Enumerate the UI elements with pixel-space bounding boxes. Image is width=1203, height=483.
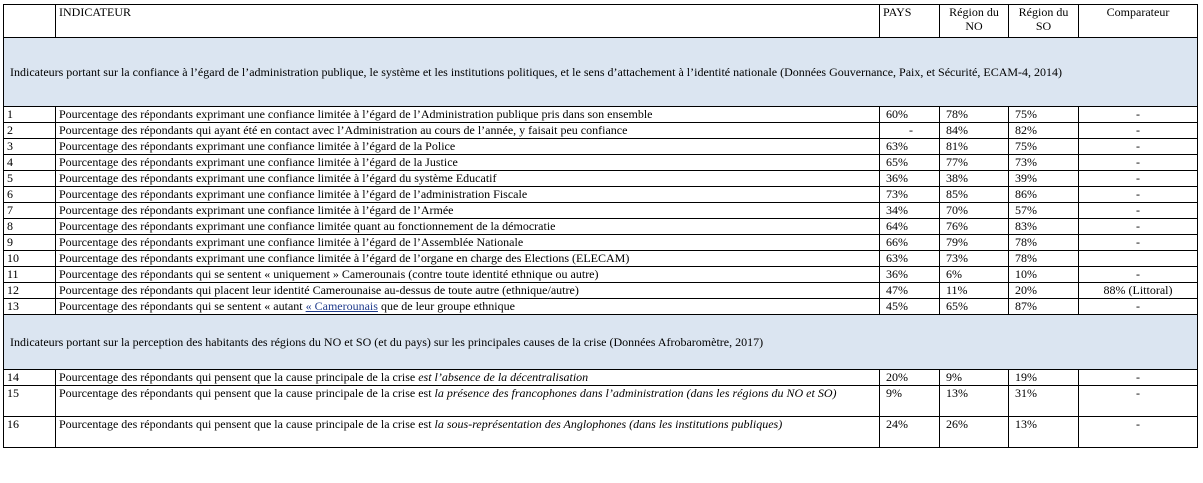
- table-row: [4, 417, 1198, 448]
- row-region-so: 75%: [1009, 107, 1079, 123]
- row-indicator-part: Pourcentage des répondants qui pensent que la cause principale de la crise est: [59, 417, 435, 431]
- row-pays: 47%: [880, 283, 940, 299]
- row-indicator: [56, 299, 880, 315]
- row-indicator: Pourcentage des répondants exprimant une confiance limitée à l’égard de l’Assemblée Nationale: [56, 235, 880, 251]
- row-pays: 73%: [880, 187, 940, 203]
- row-comparateur: -: [1079, 187, 1198, 203]
- row-comparateur: [1079, 251, 1198, 267]
- row-indicator: Pourcentage des répondants exprimant une confiance limitée à l’égard de l’Administration publique pris dans son ensemble: [56, 107, 880, 123]
- row-pays: 63%: [880, 139, 940, 155]
- table-row: [4, 386, 1198, 417]
- row-indicator-part: Pourcentage des répondants qui pensent que la cause principale de la crise: [59, 370, 419, 384]
- row-comparateur: -: [1079, 219, 1198, 235]
- row-region-so: 13%: [1009, 417, 1079, 448]
- row-comparateur: -: [1079, 155, 1198, 171]
- row-indicator-italic: est l’absence de la décentralisation: [418, 370, 589, 384]
- section-title-2: Indicateurs portant sur la perception des habitants des régions du NO et SO (et du pays) sur les principales causes de la crise (Données Afrobaromètre, 2017): [4, 315, 1198, 370]
- row-region-so: 86%: [1009, 187, 1079, 203]
- indicator-table: [3, 4, 1198, 448]
- header-region-no: Région du NO: [940, 5, 1009, 38]
- row-pays: 36%: [880, 267, 940, 283]
- row-indicator-underlined: « Camerounais: [305, 299, 378, 313]
- row-number: 11: [4, 267, 56, 283]
- row-region-no: 84%: [940, 123, 1009, 139]
- header-indicateur: INDICATEUR: [56, 5, 880, 38]
- row-region-so: 73%: [1009, 155, 1079, 171]
- table-row: [4, 139, 1198, 155]
- row-comparateur: -: [1079, 203, 1198, 219]
- row-pays: 34%: [880, 203, 940, 219]
- row-pays: -: [880, 123, 940, 139]
- row-comparateur: -: [1079, 107, 1198, 123]
- row-region-no: 85%: [940, 187, 1009, 203]
- row-number: 7: [4, 203, 56, 219]
- row-pays: 45%: [880, 299, 940, 315]
- row-region-so: 39%: [1009, 171, 1079, 187]
- row-indicator-part: que de leur groupe ethnique: [377, 299, 515, 313]
- row-indicator-part: Pourcentage des répondants qui pensent que la cause principale de la crise est: [59, 386, 435, 400]
- row-comparateur: -: [1079, 235, 1198, 251]
- row-indicator: Pourcentage des répondants exprimant une confiance limitée à l’égard de l’administration Fiscale: [56, 187, 880, 203]
- header-num: [4, 5, 56, 38]
- table-row: [4, 267, 1198, 283]
- table-row: [4, 251, 1198, 267]
- row-region-so: 83%: [1009, 219, 1079, 235]
- row-comparateur: -: [1079, 370, 1198, 386]
- row-indicator: Pourcentage des répondants exprimant une confiance limitée quant au fonctionnement de la démocratie: [56, 219, 880, 235]
- row-indicator: Pourcentage des répondants qui se sentent « uniquement » Camerounais (contre toute identité ethnique ou autre): [56, 267, 880, 283]
- row-indicator: Pourcentage des répondants exprimant une confiance limitée à l’égard de l’Armée: [56, 203, 880, 219]
- table-row: [4, 219, 1198, 235]
- section-row-2: [4, 315, 1198, 370]
- row-region-so: 31%: [1009, 386, 1079, 417]
- row-number: 9: [4, 235, 56, 251]
- row-number: 1: [4, 107, 56, 123]
- row-region-so: 57%: [1009, 203, 1079, 219]
- rows-group-1: [4, 107, 1198, 299]
- row-indicator: Pourcentage des répondants exprimant une confiance limitée à l’égard de l’organe en charge des Elections (ELECAM): [56, 251, 880, 267]
- row-region-so: 78%: [1009, 251, 1079, 267]
- row-region-no: 9%: [940, 370, 1009, 386]
- row-indicator: [56, 386, 880, 417]
- row-number: 4: [4, 155, 56, 171]
- row-indicator: Pourcentage des répondants qui placent leur identité Camerounaise au-dessus de toute autre (ethnique/autre): [56, 283, 880, 299]
- row-indicator-italic: la présence des francophones dans l’administration (dans les régions du NO et SO): [434, 386, 837, 400]
- row-indicator: Pourcentage des répondants exprimant une confiance limitée à l’égard de la Police: [56, 139, 880, 155]
- row-comparateur: -: [1079, 417, 1198, 448]
- row-comparateur: -: [1079, 267, 1198, 283]
- row-pays: 63%: [880, 251, 940, 267]
- row-number: 13: [4, 299, 56, 315]
- row-pays: 36%: [880, 171, 940, 187]
- row-region-so: 82%: [1009, 123, 1079, 139]
- row-region-no: 73%: [940, 251, 1009, 267]
- table-row: [4, 203, 1198, 219]
- row-region-no: 78%: [940, 107, 1009, 123]
- table-row: [4, 171, 1198, 187]
- row-number: 14: [4, 370, 56, 386]
- row-indicator: [56, 370, 880, 386]
- row-pays: 65%: [880, 155, 940, 171]
- row-number: 2: [4, 123, 56, 139]
- table-row: [4, 299, 1198, 315]
- row-number: 16: [4, 417, 56, 448]
- row-pays: 20%: [880, 370, 940, 386]
- row-region-no: 6%: [940, 267, 1009, 283]
- row-comparateur: -: [1079, 386, 1198, 417]
- table-row: [4, 235, 1198, 251]
- header-row: [4, 5, 1198, 38]
- row-region-no: 11%: [940, 283, 1009, 299]
- row-comparateur: 88% (Littoral): [1079, 283, 1198, 299]
- row-indicator: Pourcentage des répondants exprimant une confiance limitée à l’égard du système Educatif: [56, 171, 880, 187]
- row-region-so: 10%: [1009, 267, 1079, 283]
- row-pays: 9%: [880, 386, 940, 417]
- row-number: 15: [4, 386, 56, 417]
- row-number: 8: [4, 219, 56, 235]
- table-row: [4, 370, 1198, 386]
- row-number: 3: [4, 139, 56, 155]
- row-region-so: 87%: [1009, 299, 1079, 315]
- row-indicator: Pourcentage des répondants qui ayant été en contact avec l’Administration au cours de l’année, y faisait peu confiance: [56, 123, 880, 139]
- row-region-no: 79%: [940, 235, 1009, 251]
- row-indicator-part: Pourcentage des répondants qui se sentent « autant: [59, 299, 306, 313]
- row-pays: 66%: [880, 235, 940, 251]
- row-region-no: 81%: [940, 139, 1009, 155]
- row-pays: 60%: [880, 107, 940, 123]
- row-region-so: 78%: [1009, 235, 1079, 251]
- row-number: 6: [4, 187, 56, 203]
- row-number: 10: [4, 251, 56, 267]
- row-number: 12: [4, 283, 56, 299]
- row-comparateur: -: [1079, 123, 1198, 139]
- header-region-so: Région du SO: [1009, 5, 1079, 38]
- row-pays: 24%: [880, 417, 940, 448]
- section-title-1: Indicateurs portant sur la confiance à l’égard de l’administration publique, le système et les institutions politiques, et le sens d’attachement à l’identité nationale (Données Gouvernance, Paix, et Sécurité, ECAM-4, 2014): [4, 38, 1198, 107]
- row-region-so: 19%: [1009, 370, 1079, 386]
- row-region-no: 26%: [940, 417, 1009, 448]
- row-indicator-italic: la sous-représentation des Anglophones (dans les institutions publiques): [434, 417, 783, 431]
- rows-group-2: [4, 370, 1198, 448]
- header-comparateur: Comparateur: [1079, 5, 1198, 38]
- section-row-1: [4, 38, 1198, 107]
- row-region-no: 65%: [940, 299, 1009, 315]
- table-row: [4, 187, 1198, 203]
- row-region-no: 38%: [940, 171, 1009, 187]
- row-region-no: 70%: [940, 203, 1009, 219]
- row-comparateur: -: [1079, 171, 1198, 187]
- row-pays: 64%: [880, 219, 940, 235]
- row-region-so: 20%: [1009, 283, 1079, 299]
- row-indicator: Pourcentage des répondants exprimant une confiance limitée à l’égard de la Justice: [56, 155, 880, 171]
- row-region-no: 76%: [940, 219, 1009, 235]
- row-comparateur: -: [1079, 299, 1198, 315]
- table-row: [4, 107, 1198, 123]
- table-row: [4, 155, 1198, 171]
- row-region-no: 77%: [940, 155, 1009, 171]
- table-row: [4, 123, 1198, 139]
- row-comparateur: -: [1079, 139, 1198, 155]
- row-number: 5: [4, 171, 56, 187]
- row-region-no: 13%: [940, 386, 1009, 417]
- row-indicator: [56, 417, 880, 448]
- table-row: [4, 283, 1198, 299]
- header-pays: PAYS: [880, 5, 940, 38]
- row-region-so: 75%: [1009, 139, 1079, 155]
